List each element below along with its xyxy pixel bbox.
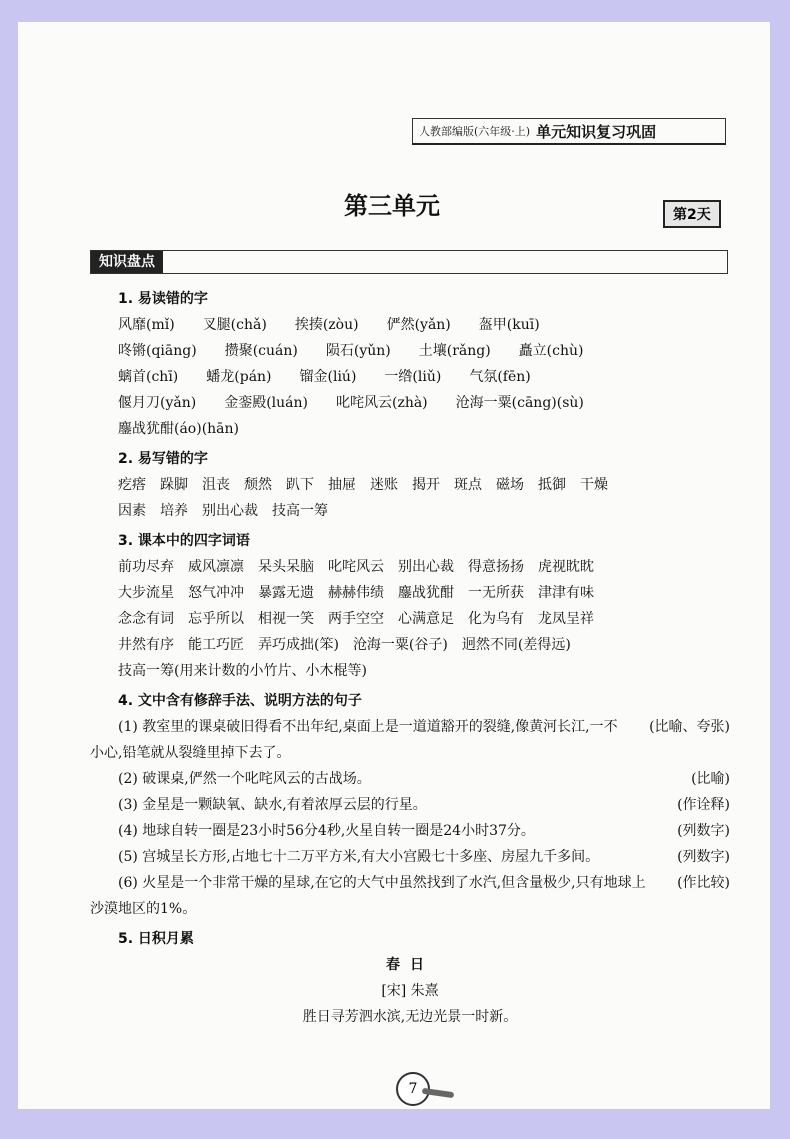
rhetoric-tag: (比喻): [691, 771, 730, 787]
sentence-item: [90, 818, 730, 844]
running-header: [412, 118, 726, 145]
day-badge: 第2天: [663, 200, 721, 228]
word-item: 趴下: [286, 477, 314, 493]
sentence-text: (2) 破课桌,俨然一个叱咤风云的古战场。: [118, 771, 371, 787]
s1-rows: [118, 312, 730, 442]
poem-line: 胜日寻芳泗水滨,无边光景一时新。: [302, 1009, 518, 1025]
word-item: 心满意足: [398, 611, 454, 627]
word-item: 攒聚(cuán): [224, 343, 298, 359]
sentence-item: [90, 844, 730, 870]
word-item: 鏖战犹酣(áo)(hān): [118, 421, 240, 437]
word-row: [118, 498, 730, 524]
sentence-item: [90, 792, 730, 818]
word-row: [118, 390, 730, 416]
word-item: 鏖战犹酣: [398, 585, 454, 601]
s2-heading: 2. 易写错的字: [118, 451, 208, 467]
word-item: 矗立(chù): [518, 343, 584, 359]
word-item: 磁场: [496, 477, 524, 493]
word-item: 叱咤风云: [328, 559, 384, 575]
word-item: 挨揍(zòu): [294, 317, 359, 333]
rhetoric-tag: (列数字): [677, 849, 730, 865]
word-item: 沧海一粟(cāng)(sù): [455, 395, 584, 411]
word-item: 弄巧成拙(笨): [258, 637, 339, 653]
word-item: 跺脚: [160, 477, 188, 493]
word-item: 风靡(mǐ): [118, 317, 175, 333]
word-item: 别出心裁: [202, 503, 258, 519]
content: [90, 282, 730, 1030]
word-item: 化为乌有: [468, 611, 524, 627]
word-item: 镏金(liú): [299, 369, 357, 385]
page-number: 7: [396, 1072, 430, 1106]
sentence-text: (1) 教室里的课桌破旧得看不出年纪,桌面上是一道道豁开的裂缝,像黄河长江,一不小心,铅笔就从裂缝里掉下去了。: [90, 719, 618, 761]
word-item: 一绺(liǔ): [384, 369, 442, 385]
word-item: 井然有序: [118, 637, 174, 653]
word-item: 迥然不同(差得远): [461, 637, 571, 653]
word-item: 叉腿(chǎ): [202, 317, 267, 333]
word-item: 抵御: [538, 477, 566, 493]
poem-title: 春日: [386, 957, 434, 973]
unit-title: 第三单元: [344, 192, 440, 220]
sentence-item: [90, 766, 730, 792]
word-row: [118, 632, 730, 658]
word-item: 抽屉: [328, 477, 356, 493]
word-item: 颓然: [244, 477, 272, 493]
word-item: 沧海一粟(谷子): [352, 637, 448, 653]
word-row: [118, 472, 730, 498]
s3-heading: 3. 课本中的四字词语: [118, 533, 250, 549]
word-item: 两手空空: [328, 611, 384, 627]
page: [18, 22, 770, 1109]
word-item: 因素: [118, 503, 146, 519]
word-item: 偃月刀(yǎn): [118, 395, 197, 411]
rhetoric-tag: (作比较): [677, 875, 730, 891]
s2-rows: [118, 472, 730, 524]
rhetoric-tag: (比喻、夸张): [649, 719, 730, 735]
word-row: [118, 338, 730, 364]
sentence-text: (5) 宫城呈长方形,占地七十二万平方米,有大小宫殿七十多座、房屋九千多间。: [118, 849, 600, 865]
word-item: 大步流星: [118, 585, 174, 601]
sentence-text: (6) 火星是一个非常干燥的星球,在它的大气中虽然找到了水汽,但含量极少,只有地球上沙漠地区的1%。: [90, 875, 646, 917]
rhetoric-tag: (列数字): [677, 823, 730, 839]
word-item: 忘乎所以: [188, 611, 244, 627]
sentence-text: (3) 金星是一颗缺氧、缺水,有着浓厚云层的行星。: [118, 797, 427, 813]
word-item: 干燥: [580, 477, 608, 493]
sentence-item: [90, 714, 730, 766]
word-item: 陨石(yǔn): [325, 343, 391, 359]
word-item: 津津有味: [538, 585, 594, 601]
word-row: [118, 606, 730, 632]
word-item: 暴露无遗: [258, 585, 314, 601]
s4-items: [90, 714, 730, 922]
word-item: 念念有词: [118, 611, 174, 627]
section-bar: [90, 250, 728, 274]
word-item: 前功尽弃: [118, 559, 174, 575]
rhetoric-tag: (作诠释): [677, 797, 730, 813]
word-item: 龙凤呈祥: [538, 611, 594, 627]
word-item: 虎视眈眈: [538, 559, 594, 575]
s1-heading: 1. 易读错的字: [118, 291, 208, 307]
word-row: [118, 658, 730, 684]
word-item: 迷账: [370, 477, 398, 493]
word-item: 俨然(yǎn): [386, 317, 451, 333]
word-item: 金銮殿(luán): [224, 395, 308, 411]
word-item: 疙瘩: [118, 477, 146, 493]
word-item: 咚锵(qiāng): [118, 343, 197, 359]
word-item: 培养: [160, 503, 188, 519]
poem-author: [宋] 朱熹: [381, 983, 439, 999]
word-row: [118, 364, 730, 390]
word-item: 土壤(rǎng): [418, 343, 491, 359]
s3-rows: [118, 554, 730, 684]
s5-heading: 5. 日积月累: [118, 931, 194, 947]
word-row: [118, 312, 730, 338]
word-item: 蟠龙(pán): [206, 369, 272, 385]
section-label: 知识盘点: [91, 251, 163, 273]
word-item: 相视一笑: [258, 611, 314, 627]
word-item: 别出心裁: [398, 559, 454, 575]
word-item: 威风凛凛: [188, 559, 244, 575]
word-item: 斑点: [454, 477, 482, 493]
word-item: 得意扬扬: [468, 559, 524, 575]
word-item: 沮丧: [202, 477, 230, 493]
word-row: [118, 416, 730, 442]
word-item: 盔甲(kuī): [478, 317, 540, 333]
word-item: 呆头呆脑: [258, 559, 314, 575]
word-item: 螭首(chī): [118, 369, 179, 385]
sentence-text: (4) 地球自转一圈是23小时56分4秒,火星自转一圈是24小时37分。: [118, 823, 535, 839]
word-item: 赫赫伟绩: [328, 585, 384, 601]
word-row: [118, 580, 730, 606]
poem: [90, 952, 730, 1030]
word-item: 技高一筹(用来计数的小竹片、小木棍等): [118, 663, 367, 679]
edition-label: 人教部编版(六年级·上): [419, 125, 531, 138]
header-title: 单元知识复习巩固: [536, 122, 657, 141]
word-item: 气氛(fēn): [469, 369, 531, 385]
word-item: 一无所获: [468, 585, 524, 601]
word-row: [118, 554, 730, 580]
word-item: 揭开: [412, 477, 440, 493]
word-item: 技高一筹: [272, 503, 328, 519]
word-item: 怒气冲冲: [188, 585, 244, 601]
s4-heading: 4. 文中含有修辞手法、说明方法的句子: [118, 693, 362, 709]
word-item: 叱咤风云(zhà): [335, 395, 428, 411]
word-item: 能工巧匠: [188, 637, 244, 653]
sentence-item: [90, 870, 730, 922]
